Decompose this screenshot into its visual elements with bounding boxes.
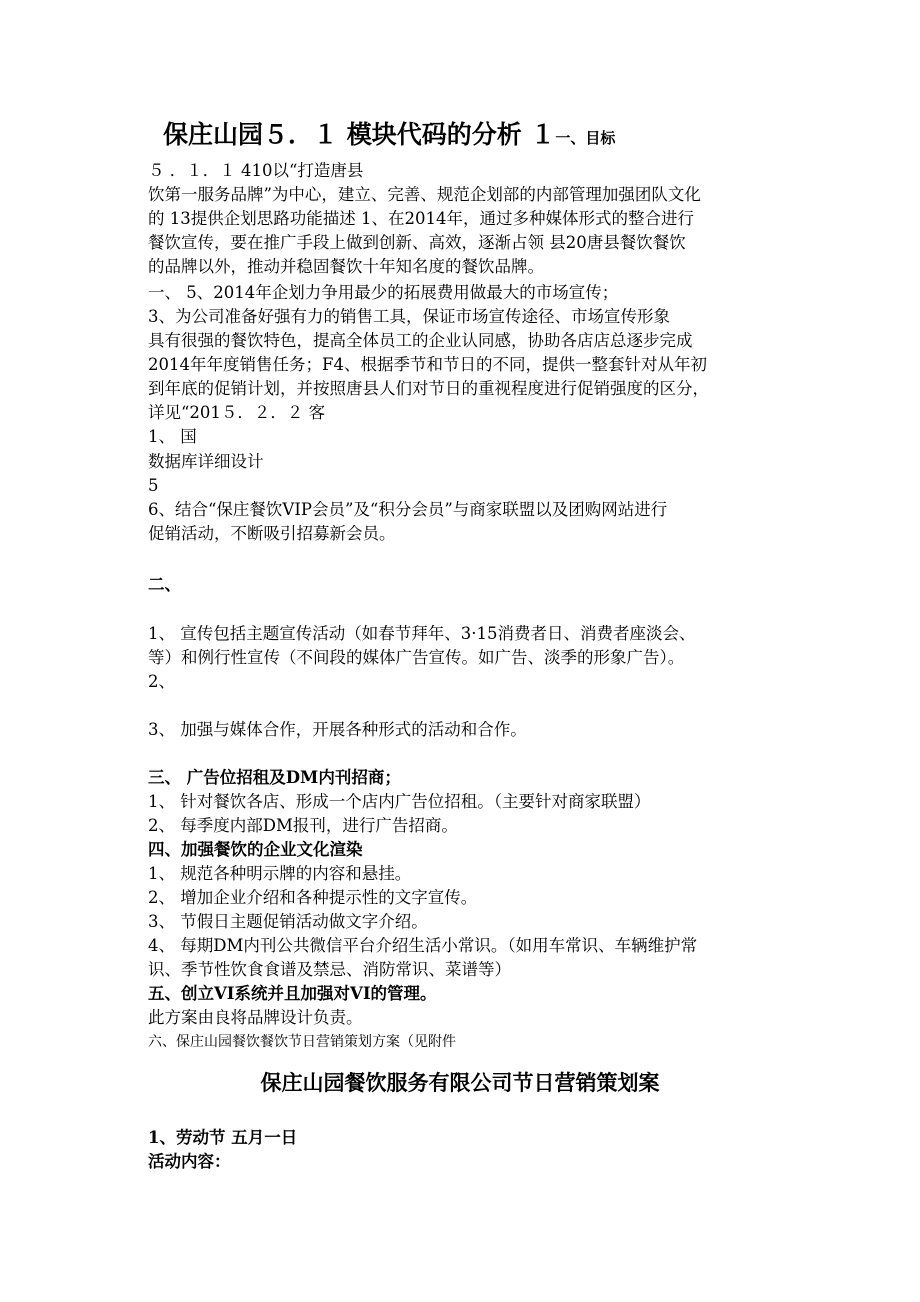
title-main: 保庄山园５．１ 模块代码的分析 １	[163, 120, 556, 149]
body-line: ５ ．１．１ 410以“打造唐县	[148, 161, 364, 180]
body-line: 到年底的促销计划，并按照唐县人们对节日的重视程度进行促销强度的区分，	[148, 379, 709, 398]
body-line: 1、 针对餐饮各店、形成一个店内广告位招租。（主要针对商家联盟）	[148, 792, 651, 811]
body-line: 1、 国	[148, 427, 197, 446]
body-line: 识、季节性饮食食谱及禁忌、消防常识、菜谱等）	[148, 960, 511, 979]
body-line: 一、 5、2014年企划力争用最少的拓展费用做最大的市场宣传；	[148, 283, 619, 302]
activity-label: 活动内容：	[148, 1152, 231, 1171]
body-line: 2014年年度销售任务；F4、根据季节和节日的不同，提供一整套针对从年初	[148, 355, 707, 374]
body-line: 4、 每期DM内刊公共微信平台介绍生活小常识。（如用车常识、车辆维护常	[148, 936, 698, 955]
body-line: 详见“201５．２．２ 客	[148, 403, 326, 422]
plan-heading: 保庄山园餐饮服务有限公司节日营销策划案	[260, 1070, 660, 1095]
body-line: 数据库详细设计	[148, 452, 264, 471]
section-heading: 四、加强餐饮的企业文化渲染	[148, 840, 363, 859]
body-line: 六、保庄山园餐饮餐饮节日营销策划方案（见附件	[148, 1034, 456, 1050]
body-line: 等）和例行性宣传（不间段的媒体广告宣传。如广告、淡季的形象广告）。	[148, 648, 685, 667]
page-title	[163, 115, 615, 151]
body-line: 2、 增加企业介绍和各种提示性的文字宣传。	[148, 888, 478, 907]
section-heading: 五、创立VI系统并且加强对VI的管理。	[148, 984, 437, 1003]
body-line: 6、结合“保庄餐饮VIP会员”及“积分会员”与商家联盟以及团购网站进行	[148, 500, 668, 519]
body-line: 促销活动，不断吸引招募新会员。	[148, 524, 396, 543]
body-line: 餐饮宣传，要在推广手段上做到创新、高效，逐渐占领 县20唐县餐饮餐饮	[148, 233, 686, 252]
body-line: 1、 规范各种明示牌的内容和悬挂。	[148, 864, 412, 883]
title-tag: 一、目标	[555, 129, 616, 147]
body-line: 3、为公司准备好强有力的销售工具，保证市场宣传途径、市场宣传形象	[148, 307, 670, 326]
body-line: 具有很强的餐饮特色，提高全体员工的企业认同感，协助各店店总逐步完成	[148, 331, 693, 350]
section-heading: 二、	[148, 575, 181, 594]
body-line: 5	[148, 476, 159, 495]
body-line: 饮第一服务品牌”为中心，建立、完善、规范企划部的内部管理加强团队文化	[148, 185, 701, 204]
body-line: 2、	[148, 672, 175, 691]
body-line: 的品牌以外，推动并稳固餐饮十年知名度的餐饮品牌。	[148, 257, 544, 276]
body-line: 3、 节假日主题促销活动做文字介绍。	[148, 912, 428, 931]
holiday-heading: 1、劳动节 五月一日	[148, 1128, 298, 1147]
section-heading: 三、 广告位招租及DM内刊招商；	[148, 768, 401, 787]
body-line: 1、 宣传包括主题宣传活动（如春节拜年、3·15消费者日、消费者座淡会、	[148, 624, 696, 643]
body-line: 2、 每季度内部DM报刊，进行广告招商。	[148, 816, 458, 835]
body-line: 的 13提供企划思路功能描述 1、在2014年，通过多种媒体形式的整合进行	[148, 209, 694, 228]
body-line: 此方案由良将品牌设计负责。	[148, 1008, 363, 1027]
body-line: 3、 加强与媒体合作，开展各种形式的活动和合作。	[148, 720, 527, 739]
